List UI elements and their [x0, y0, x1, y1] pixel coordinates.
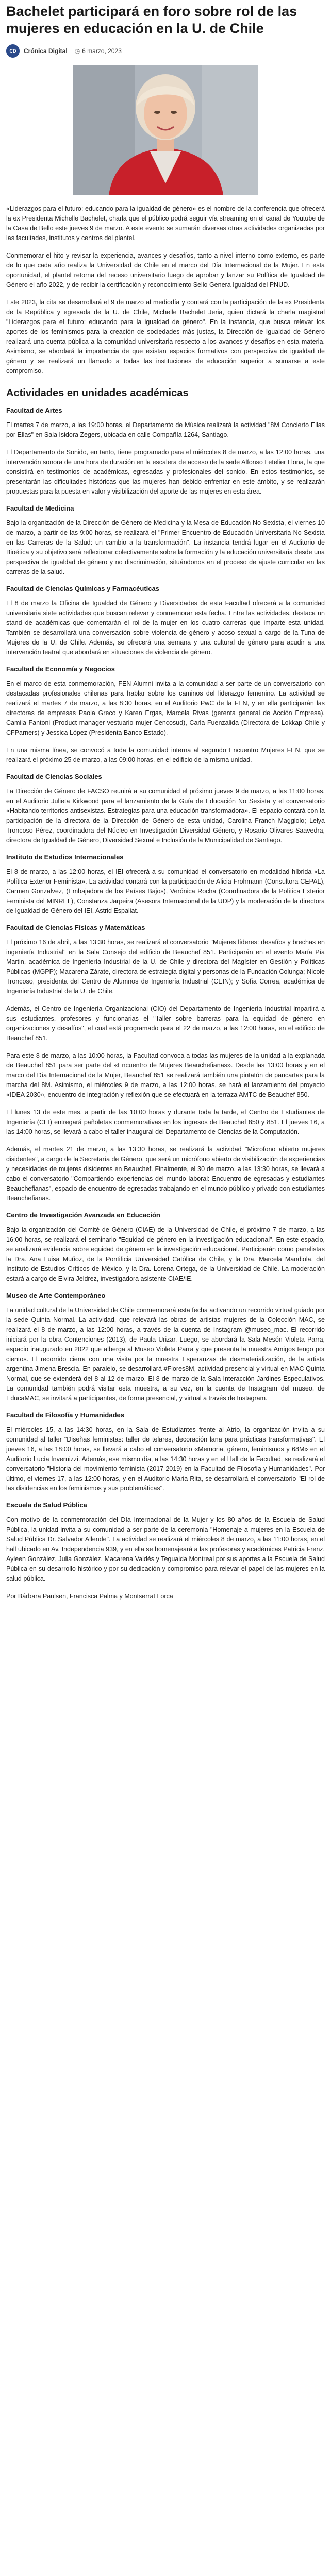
author-avatar[interactable]: CD	[6, 44, 20, 58]
publish-date: 6 marzo, 2023	[82, 47, 122, 55]
unit-title: Escuela de Salud Pública	[6, 1501, 87, 1509]
unit-paragraph: Para este 8 de marzo, a las 10:00 horas, la Facultad convoca a todas las mujeres de la unidad a la explanada de Beauchef 851 para ser parte del «Encuentro de Mujeres Beauchefianas». Desde las 13:00 horas y en el marco del Día Internacional de la Mujer, Beauchef 851 se realizará también una pintatón de pancartas para la marcha del 8M. Asimismo, el miércoles 9 de marzo, a las 12:00 horas, se hará el lanzamiento del proyecto «IDEA 2030», encuentro de integración y reflexión que se efectuará en la terraza AMTC de Beauchef 850.	[6, 1052, 325, 1098]
unit-title: Facultad de Medicina	[6, 504, 74, 512]
unit-paragraph: En una misma línea, se convocó a toda la comunidad interna al segundo Encuentro Mujeres FEN, que se realizará el próximo 25 de marzo, a las 09:00 horas, en el edificio de la misma unidad.	[6, 747, 325, 764]
unit-title: Facultad de Ciencias Químicas y Farmacéuticas	[6, 585, 159, 592]
unit-paragraph: El 8 de marzo, a las 12:00 horas, el IEI ofrecerá a su comunidad el conversatorio en modalidad híbrida «La Política Exterior Feminista». La actividad contará con la participación de Alicia Frohmann (Consultora CEPAL), Carmen Gonzalvez, (Embajadora de los Países Bajos), Verónica Rocha (Coordinadora de la Política Exterior Feminista del MINREL), Constanza Jarpeira (Asesora Internacional de la UDP) y la moderación de la directora de Igualdad de Género del IEI, Astrid Espaliat.	[6, 868, 325, 914]
unit-paragraph: Bajo la organización de la Dirección de Género de Medicina y la Mesa de Educación No Sexista, el viernes 10 de marzo, a partir de las 9:00 horas, se realizará el "Primer Encuentro de Educación Universitaria No Sexista en las Carreras de la Salud: un cambio a la transformación". La instancia tendrá lugar en el Auditorio de Bioética y su objetivo será reflexionar colectivamente sobre la formación y la educación universitaria desde una perspectiva de igualdad de género y no discriminación, situándonos en el proceso de ajuste curricular en las carreras de la salud.	[6, 519, 325, 575]
author-name[interactable]: Crónica Digital	[24, 47, 68, 55]
units-list	[6, 406, 325, 1584]
article-title: Bachelet participará en foro sobre rol de las mujeres en educación en la U. de Chile	[6, 4, 297, 36]
unit-paragraph: Con motivo de la conmemoración del Día Internacional de la Mujer y los 80 años de la Escuela de Salud Pública, la unidad invita a su comunidad a ser parte de la ceremonia "Homenaje a mujeres en la Escuela de Salud Pública Dr. Salvador Allende". La actividad se realizará el miércoles 8 de marzo, a las 11:00 horas, en el hall ubicado en Av. Independencia 939, y en ella se homenajeará a las profesoras y académicas Patricia Frenz, Ayleen González, Julia González, Macarena Valdés y Teguaida Montreal por sus aportes a la Escuela de Salud Pública en su desarrollo histórico y por su dedicación y compromiso para relevar el papel de las mujeres en la salud pública.	[6, 1516, 325, 1582]
unit-title: Facultad de Economía y Negocios	[6, 665, 115, 673]
intro-paragraph-2: Conmemorar el hito y revisar la experiencia, avances y desafíos, tanto a nivel interno como externo, es parte de lo que cada año realiza la Universidad de Chile en el marco del Día Internacional de la Mujer. En esta oportunidad, el plantel retorna del receso universitario luego de aprobar y lanzar su Política de Igualdad de Género el año 2022, y de recibir la certificación y reconocimiento Sello Genera Igualdad del PNUD.	[6, 252, 325, 289]
unit-paragraph: El Departamento de Sonido, en tanto, tiene programado para el miércoles 8 de marzo, a las 12:00 horas, una intervención sonora de una hora de duración en la escalera de acceso de la sede Alfonso Letelier Llona, la que consistirá en testimonios de académicas, egresadas y profesionales del sonido. En estos testimonios, se presentarán las dificultades históricas que las mujeres han debido enfrentar en este ámbito, y se realizarán propuestas para la puesta en valor y visibilización del aporte de las mujeres en esta área.	[6, 449, 325, 495]
intro-paragraph-1: «Liderazgos para el futuro: educando para la igualdad de género» es el nombre de la conferencia que ofrecerá la ex Presidenta Michelle Bachelet, charla que el público podrá seguir vía streaming en el canal de Youtube de la Casa de Bello este jueves 9 de marzo. A este evento se sumarán diversas otras actividades organizadas por las facultades, institutos y centros del plantel.	[6, 205, 325, 242]
unit-title: Facultad de Filosofía y Humanidades	[6, 1411, 124, 1419]
unit-title: Facultad de Artes	[6, 406, 62, 414]
unit-title: Instituto de Estudios Internacionales	[6, 853, 124, 861]
article-credit: Por Bárbara Paulsen, Francisca Palma y Montserrat Lorca	[6, 1592, 173, 1600]
unit-paragraph: El lunes 13 de este mes, a partir de las 10:00 horas y durante toda la tarde, el Centro de Estudiantes de Ingeniería (CEI) entregará pañoletas conmemorativas en los ingresos de Beauchef 850 y 851. El jueves 16, a las 14:00 horas, se llevará a cabo el taller inaugural del Departamento de Ciencias de la Computación.	[6, 1109, 325, 1136]
unit-paragraph: Además, el Centro de Ingeniería Organizacional (CIO) del Departamento de Ingeniería Industrial impartirá a sus estudiantes, profesores y funcionarias el "Taller sobre barreras para la equidad de género en organizaciones y desafíos", el cual está programado para el 22 de marzo, a las 12:00 horas, en el edificio de Beauchef 851.	[6, 1005, 325, 1042]
unit-title: Facultad de Ciencias Sociales	[6, 773, 102, 781]
unit-paragraph: El martes 7 de marzo, a las 19:00 horas, el Departamento de Música realizará la actividad "8M Concierto Ellas por Ellas" en Sala Isidora Zegers, ubicada en calle Compañía 1264, Santiago.	[6, 421, 325, 438]
activities-heading: Actividades en unidades académicas	[6, 387, 189, 399]
unit-paragraph: En el marco de esta conmemoración, FEN Alumni invita a la comunidad a ser parte de un conversatorio con destacadas profesionales chilenas para hablar sobre los caminos del liderazgo femenino. La actividad se realizará el martes 7 de marzo, a las 8:30 horas, en el Auditorio PwC de la FEN, y en ella participarán las directoras de empresas Paola Greco y Karen Ergas, Marcela Rivas (gerenta general de Acción Empresa), Camila Fantoni (Product manager vestuario mujer Cencosud), Carla Fuenzalida (Directora de Lokkap Chile y CFParners) y Jessica López (Presidenta Banco Estado).	[6, 680, 325, 736]
unit-paragraph: El miércoles 15, a las 14:30 horas, en la Sala de Estudiantes frente al Atrio, la organización invita a su comunidad al taller "Diseñas feministas: taller de telares, decoración lana para prácticas transformativas". El jueves 16, a las 18:00 horas, se llevará a cabo el conversatorio «Memoria, género, feminismos y 68M» en el Auditorio Lucía Invernizzi. Además, ese mismo día, a las 14:30 horas y en el Hall de la Facultad, se realizará el conversatorio "Historia del movimiento feminista (2017-2019) en la Facultad de Filosofía y Humanidades". Por último, el viernes 17, a las 12:00 horas, y en el Auditorio Maria Rita, se desarrollará el conversatorio "El rol de las disidencias en los feminismos y sus problemáticas".	[6, 1426, 325, 1492]
clock-icon: ◷	[74, 47, 80, 55]
unit-paragraph: La unidad cultural de la Universidad de Chile conmemorará esta fecha activando un recorrido virtual guiado por la sede Quinta Normal. La actividad, que relevará las obras de artistas mujeres de la Colección MAC, se realizará el 8 de marzo, a las 12:00 horas, a través de la cuenta de Instagram @museo_mac. El recorrido iniciará por la obra Contenciones (2013), de Paula Urizar. Luego, se abordará la Sala Mesón Violeta Parra, espacio inaugurado en 2022 que alberga al Museo Violeta Parra y que presenta la muestra Amigos tengo por cientos. El recorrido cierra con una visita por la muestra Esperanzas de desmaterialización, de la artista argentina Jimena Brescia. En paralelo, se desarrollará #Flores8M, actividad presencial y virtual en MAC Quinta Normal, que se extenderá del 8 al 12 de marzo. El 8 de marzo de la Sala Interacción Jardines Especulativos. La comunidad también podrá visitar esta muestra, a su vez, en la cuenta de Instagram del museo, de EducaMAC, se invitará a participantes, de forma presencial, y virtual a través de Instagram.	[6, 1307, 325, 1402]
portrait-illustration	[73, 65, 258, 195]
unit-paragraph: La Dirección de Género de FACSO reunirá a su comunidad el próximo jueves 9 de marzo, a las 11:00 horas, en el Auditorio Julieta Kirkwood para el lanzamiento de la Guía de Educación No Sexista y el conversatorio «Habitando territorios antisexistas. Estrategias para una educación transformadora». El espacio contará con la participación de la directora de la Dirección de Género de esta unidad, Carolina Franch Maggiolo; Lelya Troncoso Pérez, coordinadora del Núcleo en Investigación Diversidad Género, y Rosario Olivares Saavedra, directora de Igualdad de Género, Diversidad Sexual e Inclusión de la Municipalidad de Santiago.	[6, 788, 325, 844]
unit-paragraph: Además, el martes 21 de marzo, a las 13:30 horas, se realizará la actividad "Microfono abierto mujeres disidentes", a cargo de la Secretaría de Género, que será un micrófono abierto de visibilización de experiencias y necesidades de mujeres disidentes en Beauchef. Finalmente, el 30 de marzo, a las 13:30 horas, se llevará a cabo el conversatorio "Compartiendo experiencias del mundo laboral: Encuentro de egresadas y estudiantes Beauchefianas", espacio de encuentro de egresadas trabajando en el mundo público y privado con estudiantes Beauchefianas.	[6, 1146, 325, 1202]
unit-title: Museo de Arte Contemporáneo	[6, 1292, 106, 1299]
unit-paragraph: El 8 de marzo la Oficina de Igualdad de Género y Diversidades de esta Facultad ofrecerá a la comunidad universitaria siete actividades que buscan relevar y conmemorar esta fecha. Entre las actividades, destaca un stand de académicas que comentarán el rol de la mujer en los cuatro carreras que imparte esta unidad. También se desarrollará una conversación sobre violencia de género y acoso sexual a cargo de la Tuna de Mujeres de la U. de Chile. Además, se ofrecerá una semana y una cultural de género para acudir a una intervención teatral que abordará en situaciones de violencia de género.	[6, 600, 325, 656]
article-meta	[6, 44, 325, 58]
intro-paragraph-3: Este 2023, la cita se desarrollará el 9 de marzo al mediodía y contará con la participación de la ex Presidenta de la República y egresada de la U. de Chile, Michelle Bachelet Jeria, quien dictará la charla magistral "Liderazgos para el futuro: educando para la igualdad de género". En la instancia, que busca relevar los aportes de los feminismos para la creación de sociedades más justas, la Dirección de Igualdad de Género realizará una cuenta pública a la comunidad universitaria respecto a los avances y desafíos en esta materia. Asimismo, se abordará la importancia de que existan espacios formativos con perspectiva de igualdad de género y se realizará un llamado a todas las instituciones de educación superior a sumarse a este compromiso.	[6, 299, 325, 375]
unit-title: Facultad de Ciencias Físicas y Matemáticas	[6, 924, 145, 931]
unit-paragraph: El próximo 16 de abril, a las 13:30 horas, se realizará el conversatorio "Mujeres líderes: desafíos y brechas en ingeniería Industrial" en la Sala Consejo del edificio de Beauchef 851. Participarán en el evento María Pía Martin, académica de Ingeniería Industrial de la U. de Chile y directora del Magíster en Gestión y Políticas Públicas (MGPP); Macarena Zárate, directora de estrategia digital y personas de la Fundación Colunga; Nicole Troncoso, presidenta del Centro de Alumnos de Ingeniería Industrial (CEIN); y Sofía Correa, académica de Ingeniería Industrial de la U. de Chile.	[6, 939, 325, 995]
unit-title: Centro de Investigación Avanzada en Educación	[6, 1211, 160, 1219]
unit-paragraph: Bajo la organización del Comité de Género (CIAE) de la Universidad de Chile, el próximo 7 de marzo, a las 16:00 horas, se realizará el seminario "Equidad de género en la investigación educacional". En este espacio, se analizará evidencia sobre equidad de género en la investigación educacional. Participarán como panelistas la Dra. Ana Luisa Muñoz, de la Pontificia Universidad Católica de Chile, y la Dra. Marcela Mandiola, del Instituto de Estudios Críticos de México, y la Dra. Lorena Ortega, de la Universidad de Chile. La moderación estará a cargo de Elvira Jeldrez, investigadora asistente CIAE/IE.	[6, 1226, 325, 1282]
hero-photo	[73, 65, 258, 195]
article-body	[6, 204, 325, 1601]
